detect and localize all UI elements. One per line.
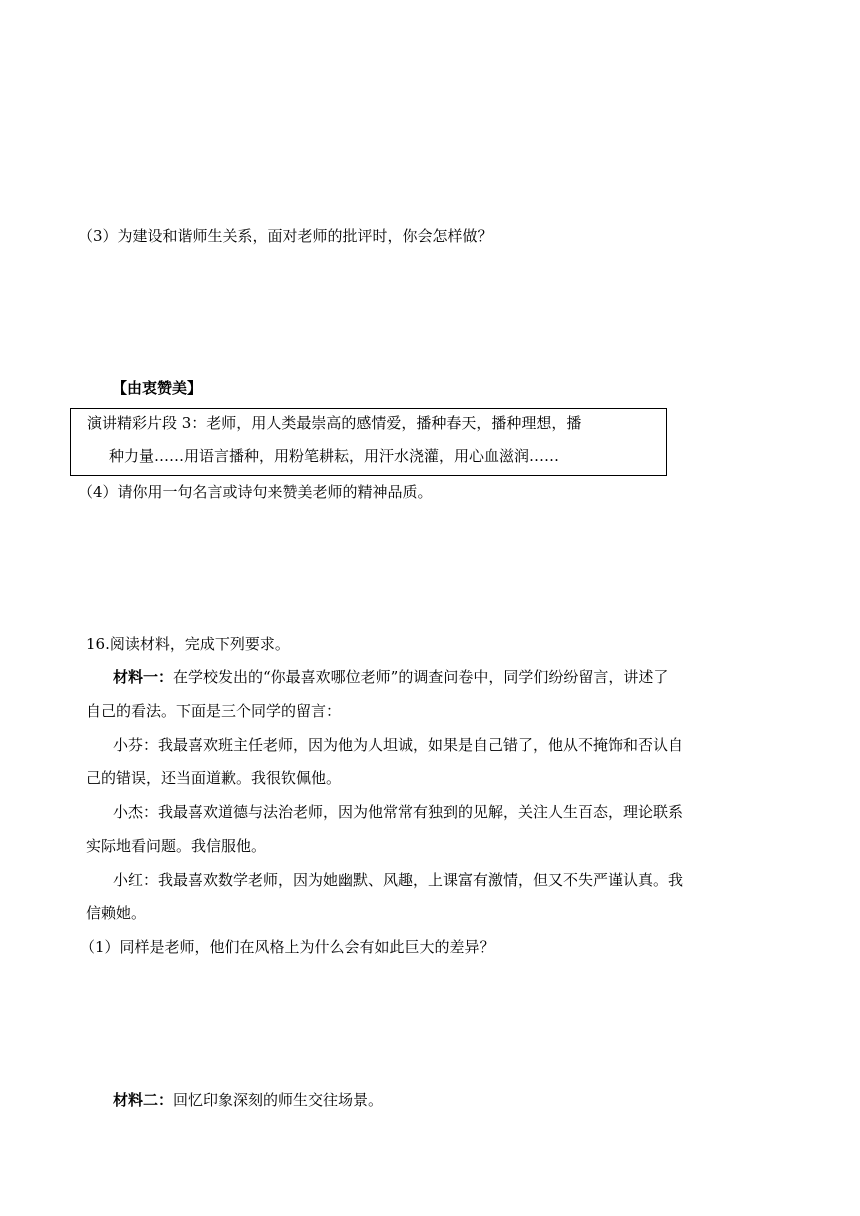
comment-xiaofen-line-2: 己的错误，还当面道歉。我很钦佩他。 — [86, 769, 342, 787]
material-two-text: 回忆印象深刻的师生交往场景。 — [173, 1091, 384, 1109]
comment-xiaohong-line-2: 信赖她。 — [86, 904, 147, 922]
material-two-line — [113, 1090, 383, 1110]
material-one-line-1 — [113, 667, 668, 687]
question-16-part-1: （1）同样是老师，他们在风格上为什么会有如此巨大的差异？ — [80, 938, 495, 956]
material-two-label: 材料二： — [113, 1091, 174, 1109]
comment-xiaohong-line-1: 小红：我最喜欢数学老师，因为她幽默、风趣，上课富有激情，但又不失严谨认真。我 — [113, 871, 684, 889]
speech-quote-line-1: 演讲精彩片段 3：老师，用人类最崇高的感情爱，播种春天，播种理想，播 — [87, 414, 582, 432]
question-15-part-4: （4）请你用一句名言或诗句来赞美老师的精神品质。 — [78, 483, 433, 501]
speech-quote-line-2: 种力量……用语言播种，用粉笔耕耘，用汗水浇灌，用心血滋润…… — [109, 447, 560, 465]
material-one-line-2: 自己的看法。下面是三个同学的留言： — [86, 702, 342, 720]
material-one-label: 材料一： — [113, 668, 174, 686]
material-one-text: 在学校发出的“你最喜欢哪位老师”的调查问卷中，同学们纷纷留言，讲述了 — [173, 668, 669, 686]
speech-quote-box — [70, 408, 667, 476]
section-heading-praise: 【由衷赞美】 — [112, 379, 203, 397]
question-15-part-3: （3）为建设和谐师生关系，面对老师的批评时，你会怎样做？ — [78, 227, 493, 245]
comment-xiaojie-line-1: 小杰：我最喜欢道德与法治老师，因为他常常有独到的见解，关注人生百态，理论联系 — [113, 803, 684, 821]
question-16-intro: 16.阅读材料，完成下列要求。 — [86, 635, 290, 653]
comment-xiaofen-line-1: 小芬：我最喜欢班主任老师，因为他为人坦诚，如果是自己错了，他从不掩饰和否认自 — [113, 736, 684, 754]
comment-xiaojie-line-2: 实际地看问题。我信服他。 — [86, 837, 267, 855]
